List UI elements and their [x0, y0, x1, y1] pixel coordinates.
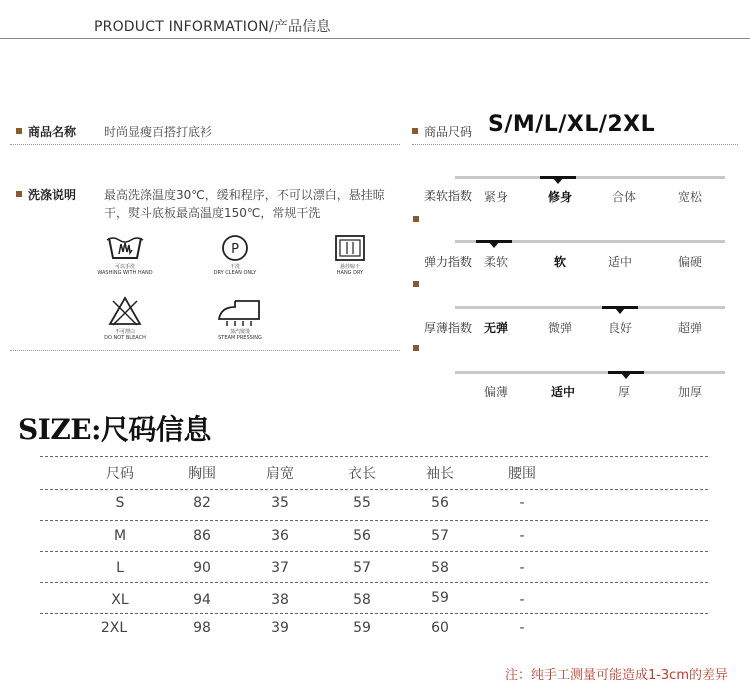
stretch-scale-pointer	[489, 242, 499, 248]
weight-option-selected: 厚	[617, 385, 630, 399]
dry-clean-icon	[219, 234, 251, 262]
care-item-hang-dry	[310, 234, 390, 276]
table-cell: 86	[193, 528, 211, 544]
table-header-cell: 肩宽	[266, 466, 294, 482]
care-caption-en: WASHING WITH HAND	[97, 270, 153, 276]
table-cell: 94	[193, 592, 211, 608]
product-size-value: S/M/L/XL/2XL	[488, 112, 656, 137]
table-header-cell: 袖长	[426, 466, 454, 482]
weight-option: 适中	[550, 385, 575, 399]
table-divider	[40, 551, 708, 552]
thickness-scale-bar	[455, 306, 725, 309]
hang-dry-icon	[334, 234, 366, 262]
table-divider	[40, 613, 708, 614]
steam-iron-icon	[215, 297, 265, 327]
weight-option: 偏薄	[483, 385, 508, 399]
table-cell: 57	[431, 528, 449, 544]
wash-text: 最高洗涤温度30℃，缓和程序，不可以漂白，悬挂晾干，熨斗底板最高温度150℃，常规干洗	[104, 188, 385, 220]
table-cell: 2XL	[100, 620, 128, 636]
stretch-label: 弹力指数	[424, 255, 473, 269]
fit-scale-pointer	[553, 178, 563, 184]
care-item-steam-iron	[190, 297, 290, 341]
header-title: PRODUCT INFORMATION/产品信息	[94, 19, 331, 35]
table-cell: 60	[431, 620, 449, 636]
table-cell: -	[519, 495, 525, 511]
care-caption-cn: 悬挂晾干	[339, 264, 360, 270]
care-caption-en: DRY CLEAN ONLY	[213, 270, 257, 276]
table-cell: 82	[193, 495, 211, 511]
table-row	[80, 560, 620, 580]
bullet-icon	[413, 345, 419, 351]
care-item-hand-wash	[80, 234, 170, 276]
care-caption-cn: 可以手洗	[114, 264, 135, 270]
table-cell: 37	[271, 560, 289, 576]
table-cell: 35	[271, 495, 289, 511]
table-cell: 59	[353, 620, 371, 636]
table-cell: XL	[111, 592, 129, 608]
header-divider	[0, 38, 750, 39]
care-caption-cn: 蒸汽熨烫	[229, 329, 250, 335]
bullet-icon	[16, 191, 22, 197]
care-caption-en: DO NOT BLEACH	[104, 335, 146, 341]
divider	[10, 144, 400, 145]
product-size-label: 商品尺码	[424, 125, 473, 139]
stretch-option: 软	[553, 255, 566, 269]
thickness-option: 无弹	[483, 321, 508, 335]
table-header-cell: 尺码	[106, 466, 134, 482]
weight-scale-bar	[455, 371, 725, 374]
stretch-option: 偏硬	[677, 255, 702, 269]
bullet-icon	[16, 128, 22, 134]
weight-scale-pointer	[621, 373, 631, 379]
weight-option: 加厚	[677, 385, 702, 399]
table-cell: 59	[431, 590, 449, 606]
care-caption-cn: 干洗	[229, 264, 240, 270]
thickness-option: 微弹	[547, 321, 572, 335]
table-row	[80, 528, 620, 548]
care-caption-en: STEAM PRESSING	[218, 335, 262, 341]
table-row	[80, 592, 620, 612]
divider	[10, 350, 400, 351]
no-bleach-icon	[107, 295, 143, 327]
table-divider	[40, 582, 708, 583]
product-name-value: 时尚显瘦百搭打底衫	[104, 125, 213, 139]
table-header-cell: 胸围	[188, 466, 216, 482]
table-cell: S	[115, 495, 125, 511]
table-cell: -	[519, 620, 525, 636]
table-cell: -	[519, 560, 525, 576]
care-item-dry-clean	[190, 234, 280, 276]
table-cell: 56	[353, 528, 371, 544]
stretch-option-selected: 柔软	[483, 255, 508, 269]
table-cell: 58	[431, 560, 449, 576]
thickness-label: 厚薄指数	[424, 321, 473, 335]
svg-text:P: P	[231, 242, 239, 257]
hand-wash-icon	[105, 234, 145, 262]
care-item-no-bleach	[80, 295, 170, 341]
table-header-cell: 腰围	[508, 466, 536, 482]
bullet-icon	[413, 281, 419, 287]
table-row	[80, 495, 620, 515]
table-row	[80, 620, 620, 640]
table-cell: 56	[431, 495, 449, 511]
thickness-scale-pointer	[615, 308, 625, 314]
table-cell: M	[113, 528, 127, 544]
table-cell: 58	[353, 592, 371, 608]
thickness-option-selected: 良好	[607, 321, 632, 335]
fit-option: 宽松	[677, 190, 702, 204]
table-cell: 36	[271, 528, 289, 544]
measurement-note: 注：纯手工测量可能造成1-3cm的差异	[504, 668, 728, 683]
stretch-option: 适中	[607, 255, 632, 269]
bullet-icon	[413, 216, 419, 222]
fit-option: 合体	[611, 190, 636, 204]
size-section-title: SIZE:尺码信息	[18, 413, 211, 446]
care-caption-cn: 不可漂白	[114, 329, 135, 335]
table-cell: -	[519, 592, 525, 608]
wash-label: 洗涤说明	[28, 188, 77, 202]
divider	[412, 144, 738, 145]
table-divider	[40, 456, 708, 457]
table-cell: 90	[193, 560, 211, 576]
softness-label: 柔软指数	[424, 189, 473, 203]
table-header-cell: 衣长	[348, 466, 376, 482]
table-cell: 38	[271, 592, 289, 608]
table-cell: 57	[353, 560, 371, 576]
care-caption-en: HANG DRY	[336, 270, 364, 276]
fit-scale-bar	[455, 176, 725, 179]
product-name-label: 商品名称	[28, 125, 77, 139]
table-cell: 98	[193, 620, 211, 636]
table-cell: -	[519, 528, 525, 544]
table-divider	[40, 520, 708, 521]
bullet-icon	[412, 128, 418, 134]
fit-option: 紧身	[483, 190, 508, 204]
thickness-option: 超弹	[677, 321, 702, 335]
table-divider	[40, 489, 708, 490]
table-cell: 39	[271, 620, 289, 636]
table-cell: 55	[353, 495, 371, 511]
table-cell: L	[116, 560, 124, 576]
table-header-row	[80, 463, 620, 483]
fit-option-selected: 修身	[547, 190, 572, 204]
